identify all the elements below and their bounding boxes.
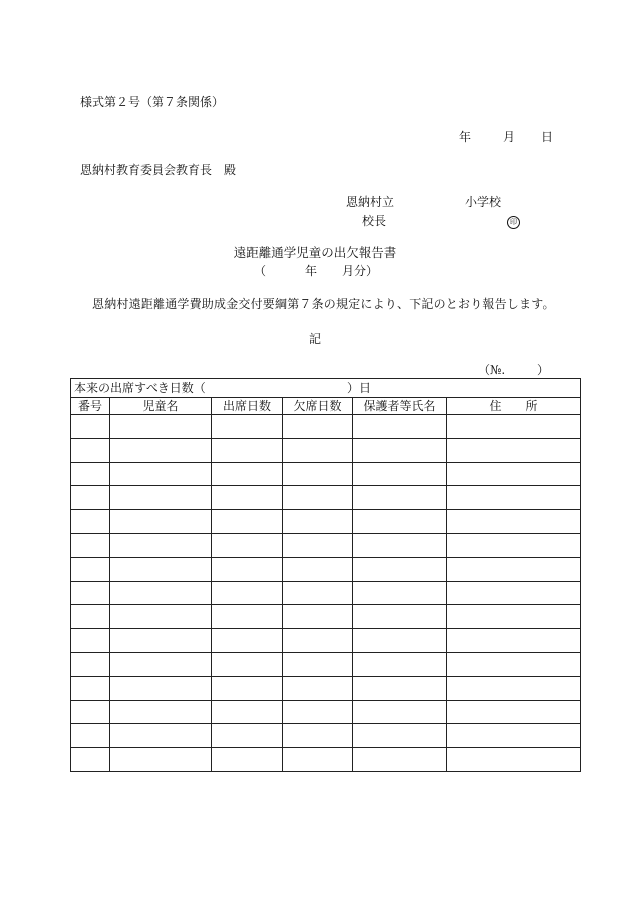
cell-guardian-name[interactable]: [353, 510, 447, 534]
cell-number[interactable]: [71, 748, 110, 772]
cell-address[interactable]: [447, 676, 581, 700]
cell-absent-days[interactable]: [283, 510, 353, 534]
cell-number[interactable]: [71, 510, 110, 534]
cell-address[interactable]: [447, 629, 581, 653]
cell-address[interactable]: [447, 438, 581, 462]
cell-number[interactable]: [71, 438, 110, 462]
cell-absent-days[interactable]: [283, 700, 353, 724]
table-row: [71, 438, 581, 462]
cell-guardian-name[interactable]: [353, 462, 447, 486]
table-row: [71, 462, 581, 486]
cell-number[interactable]: [71, 652, 110, 676]
cell-attended-days[interactable]: [212, 605, 283, 629]
cell-attended-days[interactable]: [212, 676, 283, 700]
cell-address[interactable]: [447, 462, 581, 486]
cell-absent-days[interactable]: [283, 438, 353, 462]
addressee: 恩納村教育委員会教育長 殿: [80, 163, 237, 177]
table-row: [71, 724, 581, 748]
cell-guardian-name[interactable]: [353, 605, 447, 629]
cell-attended-days[interactable]: [212, 748, 283, 772]
cell-absent-days[interactable]: [283, 605, 353, 629]
cell-child-name[interactable]: [110, 533, 212, 557]
body-text: 恩納村遠距離通学費助成金交付要綱第７条の規定により、下記のとおり報告します。: [92, 297, 555, 311]
sender-school-suffix: 小学校: [465, 195, 502, 209]
sender-school: [346, 195, 502, 209]
cell-child-name[interactable]: [110, 700, 212, 724]
table-row: [71, 748, 581, 772]
cell-address[interactable]: [447, 748, 581, 772]
cell-absent-days[interactable]: [283, 676, 353, 700]
cell-guardian-name[interactable]: [353, 724, 447, 748]
col-header-absent-days: 欠席日数: [283, 398, 353, 415]
cell-number[interactable]: [71, 557, 110, 581]
required-days-close: ）日: [347, 381, 372, 395]
col-header-address: 住 所: [447, 398, 581, 415]
table-row: [71, 533, 581, 557]
col-header-number: 番号: [71, 398, 110, 415]
seal-mark: 印: [507, 216, 520, 229]
cell-child-name[interactable]: [110, 415, 212, 439]
cell-absent-days[interactable]: [283, 581, 353, 605]
sender-principal: 校長: [362, 214, 387, 228]
cell-attended-days[interactable]: [212, 724, 283, 748]
table-row: [71, 510, 581, 534]
number-field: [478, 363, 550, 377]
cell-guardian-name[interactable]: [353, 652, 447, 676]
table-row: [71, 700, 581, 724]
number-field-open: （№.: [478, 363, 506, 377]
cell-number[interactable]: [71, 676, 110, 700]
table-row: [71, 415, 581, 439]
col-header-child-name: 児童名: [110, 398, 212, 415]
cell-guardian-name[interactable]: [353, 629, 447, 653]
cell-address[interactable]: [447, 533, 581, 557]
required-days-label: 本来の出席すべき日数（: [74, 381, 206, 395]
attendance-table: [70, 378, 581, 772]
cell-child-name[interactable]: [110, 629, 212, 653]
cell-guardian-name[interactable]: [353, 486, 447, 510]
cell-address[interactable]: [447, 724, 581, 748]
cell-child-name[interactable]: [110, 581, 212, 605]
cell-number[interactable]: [71, 462, 110, 486]
cell-absent-days[interactable]: [283, 486, 353, 510]
table-row: [71, 676, 581, 700]
table-row: [71, 486, 581, 510]
period-year: 年: [305, 264, 318, 278]
cell-child-name[interactable]: [110, 486, 212, 510]
cell-child-name[interactable]: [110, 438, 212, 462]
date-year: 年: [459, 130, 472, 144]
cell-number[interactable]: [71, 486, 110, 510]
cell-address[interactable]: [447, 700, 581, 724]
cell-absent-days[interactable]: [283, 629, 353, 653]
ki-label: 記: [308, 332, 321, 346]
cell-absent-days[interactable]: [283, 724, 353, 748]
cell-guardian-name[interactable]: [353, 557, 447, 581]
cell-number[interactable]: [71, 629, 110, 653]
cell-absent-days[interactable]: [283, 557, 353, 581]
period-open: （: [254, 264, 267, 278]
cell-attended-days[interactable]: [212, 510, 283, 534]
cell-attended-days[interactable]: [212, 700, 283, 724]
cell-number[interactable]: [71, 724, 110, 748]
sender-village: 恩納村立: [346, 195, 395, 209]
cell-address[interactable]: [447, 581, 581, 605]
table-row: [71, 557, 581, 581]
cell-absent-days[interactable]: [283, 748, 353, 772]
cell-child-name[interactable]: [110, 557, 212, 581]
cell-absent-days[interactable]: [283, 415, 353, 439]
date-line: [459, 131, 553, 143]
cell-address[interactable]: [447, 652, 581, 676]
cell-attended-days[interactable]: [212, 486, 283, 510]
table-row: [71, 605, 581, 629]
date-month: 月: [503, 130, 516, 144]
number-field-close: ）: [537, 363, 550, 377]
cell-absent-days[interactable]: [283, 533, 353, 557]
required-days-row: [71, 379, 581, 398]
col-header-guardian-name: 保護者等氏名: [353, 398, 447, 415]
cell-attended-days[interactable]: [212, 652, 283, 676]
cell-guardian-name[interactable]: [353, 533, 447, 557]
cell-absent-days[interactable]: [283, 462, 353, 486]
date-day: 日: [541, 130, 554, 144]
cell-absent-days[interactable]: [283, 652, 353, 676]
cell-guardian-name[interactable]: [353, 415, 447, 439]
cell-guardian-name[interactable]: [353, 581, 447, 605]
col-header-attended-days: 出席日数: [212, 398, 283, 415]
cell-number[interactable]: [71, 415, 110, 439]
cell-address[interactable]: [447, 605, 581, 629]
cell-guardian-name[interactable]: [353, 676, 447, 700]
cell-attended-days[interactable]: [212, 581, 283, 605]
cell-attended-days[interactable]: [212, 629, 283, 653]
table-row: [71, 652, 581, 676]
cell-attended-days[interactable]: [212, 415, 283, 439]
table-header-row: [71, 398, 581, 415]
cell-attended-days[interactable]: [212, 557, 283, 581]
cell-child-name[interactable]: [110, 724, 212, 748]
cell-guardian-name[interactable]: [353, 700, 447, 724]
cell-address[interactable]: [447, 486, 581, 510]
cell-child-name[interactable]: [110, 605, 212, 629]
cell-child-name[interactable]: [110, 676, 212, 700]
cell-child-name[interactable]: [110, 652, 212, 676]
cell-number[interactable]: [71, 700, 110, 724]
cell-guardian-name[interactable]: [353, 438, 447, 462]
form-number-label: 様式第２号（第７条関係）: [80, 95, 225, 109]
cell-child-name[interactable]: [110, 510, 212, 534]
cell-address[interactable]: [447, 415, 581, 439]
cell-attended-days[interactable]: [212, 462, 283, 486]
cell-guardian-name[interactable]: [353, 748, 447, 772]
cell-address[interactable]: [447, 510, 581, 534]
cell-number[interactable]: [71, 605, 110, 629]
cell-child-name[interactable]: [110, 748, 212, 772]
table-row: [71, 581, 581, 605]
document-title: 遠距離通学児童の出欠報告書: [233, 245, 397, 260]
cell-attended-days[interactable]: [212, 533, 283, 557]
cell-address[interactable]: [447, 557, 581, 581]
table-row: [71, 629, 581, 653]
cell-attended-days[interactable]: [212, 438, 283, 462]
cell-number[interactable]: [71, 533, 110, 557]
cell-child-name[interactable]: [110, 462, 212, 486]
cell-number[interactable]: [71, 581, 110, 605]
period-month: 月分）: [342, 264, 379, 278]
